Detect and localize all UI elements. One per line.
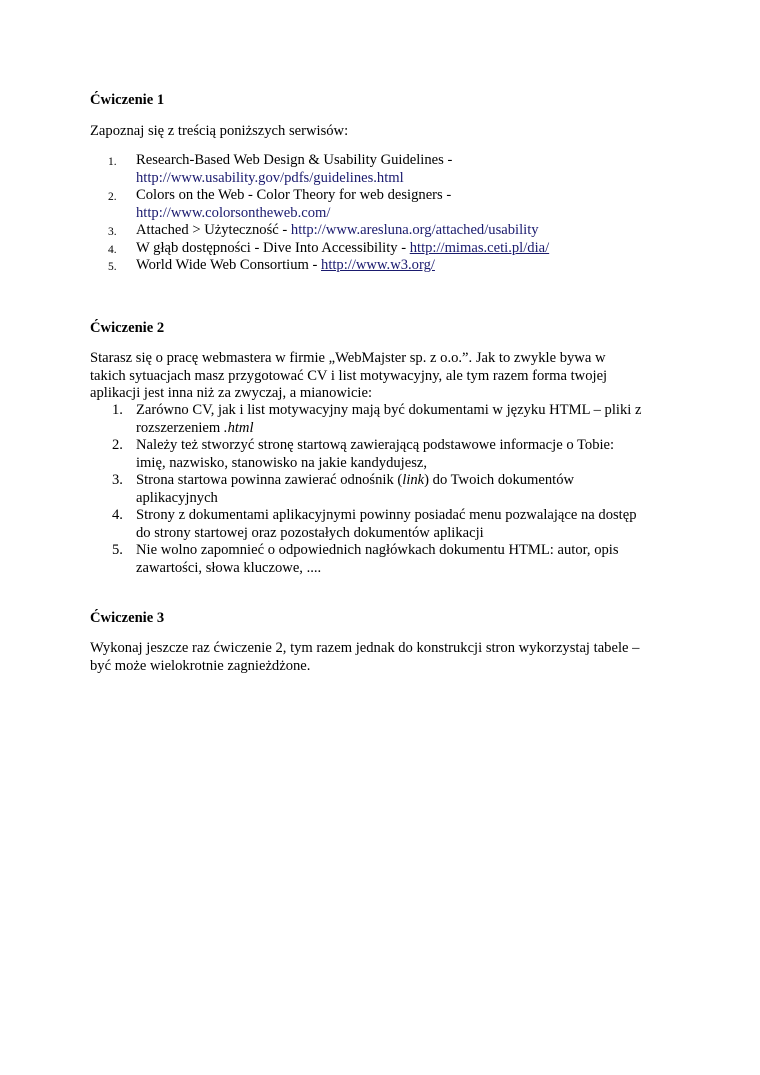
list-number: 2. xyxy=(112,437,123,453)
list-item-line: Zarówno CV, jak i list motywacyjny mają być dokumentami w języku HTML – pliki z xyxy=(136,402,642,418)
exercise-2-intro xyxy=(90,350,680,403)
list-number: 1. xyxy=(112,402,123,418)
list-item-line: do strony startowej oraz pozostałych dokumentów aplikacji xyxy=(136,524,484,541)
list-number: 1. xyxy=(108,156,117,168)
list-number: 3. xyxy=(108,226,117,238)
exercise-2-requirements-list xyxy=(90,402,690,577)
colors-on-the-web-link[interactable]: http://www.colorsontheweb.com/ xyxy=(136,204,331,221)
exercise-1-title: Ćwiczenie 1 xyxy=(90,92,165,108)
exercise-3-title: Ćwiczenie 3 xyxy=(90,610,165,626)
list-item xyxy=(90,187,690,222)
list-item-line: Należy też stworzyć stronę startową zawierającą podstawowe informacje o Tobie: xyxy=(136,437,615,453)
list-item-line: aplikacyjnych xyxy=(136,489,218,506)
dive-into-accessibility-link[interactable]: http://mimas.ceti.pl/dia/ xyxy=(409,239,550,256)
list-item xyxy=(90,240,690,258)
link-term: link xyxy=(402,472,425,488)
intro-line: Starasz się o pracę webmastera w firmie „WebMajster sp. z o.o.”. Jak to zwykle bywa w xyxy=(90,350,606,366)
intro-line: takich sytuacjach masz przygotować CV i list motywacyjny, ale tym razem forma twojej xyxy=(90,367,608,384)
list-item-line: rozszerzeniem .html xyxy=(136,419,254,436)
list-number: 4. xyxy=(108,243,117,256)
list-number: 3. xyxy=(112,472,123,488)
list-item-line: Strona startowa powinna zawierać odnośnik (link) do Twoich dokumentów xyxy=(136,472,575,488)
list-item xyxy=(90,152,690,187)
text-line: Wykonaj jeszcze raz ćwiczenie 2, tym razem jednak do konstrukcji stron wykorzystaj tabele – xyxy=(90,640,640,656)
list-item-text: W głąb dostępności - Dive Into Accessibility - xyxy=(136,239,410,256)
list-item xyxy=(90,542,690,577)
list-number: 2. xyxy=(108,191,117,203)
list-number: 5. xyxy=(108,261,117,273)
list-item-line: imię, nazwisko, stanowisko na jakie kandydujesz, xyxy=(136,454,427,471)
intro-line: aplikacji jest inna niż za zwyczaj, a mianowicie: xyxy=(90,385,373,401)
list-number: 4. xyxy=(112,507,123,523)
list-item-text: Colors on the Web - Color Theory for web designers - xyxy=(136,187,452,203)
list-item-text: World Wide Web Consortium - xyxy=(136,257,322,273)
list-item-line: zawartości, słowa kluczowe, .... xyxy=(136,559,322,576)
exercise-1-intro: Zapoznaj się z treścią poniższych serwisów: xyxy=(90,123,349,139)
exercise-1-resource-list xyxy=(90,152,690,275)
list-item xyxy=(90,507,690,542)
html-extension: .html xyxy=(223,419,254,436)
list-item-line: Nie wolno zapomnieć o odpowiednich nagłówkach dokumentu HTML: autor, opis xyxy=(136,542,619,558)
list-item-text: Attached > Użyteczność - xyxy=(136,222,291,238)
list-item-text: Research-Based Web Design & Usability Guidelines - xyxy=(136,152,453,168)
list-item xyxy=(90,222,690,240)
text-line: być może wielokrotnie zagnieżdżone. xyxy=(90,657,311,674)
list-item xyxy=(90,402,690,437)
exercise-3-text xyxy=(90,640,680,675)
list-item xyxy=(90,257,690,275)
w3c-link[interactable]: http://www.w3.org/ xyxy=(321,257,435,273)
list-item xyxy=(90,437,690,472)
list-item xyxy=(90,472,690,507)
list-number: 5. xyxy=(112,542,123,558)
aresluna-usability-link[interactable]: http://www.aresluna.org/attached/usability xyxy=(290,222,539,238)
usability-guidelines-link[interactable]: http://www.usability.gov/pdfs/guidelines.html xyxy=(136,169,404,186)
exercise-2-title: Ćwiczenie 2 xyxy=(90,320,165,336)
list-item-line: Strony z dokumentami aplikacyjnymi powinny posiadać menu pozwalające na dostęp xyxy=(136,507,637,523)
